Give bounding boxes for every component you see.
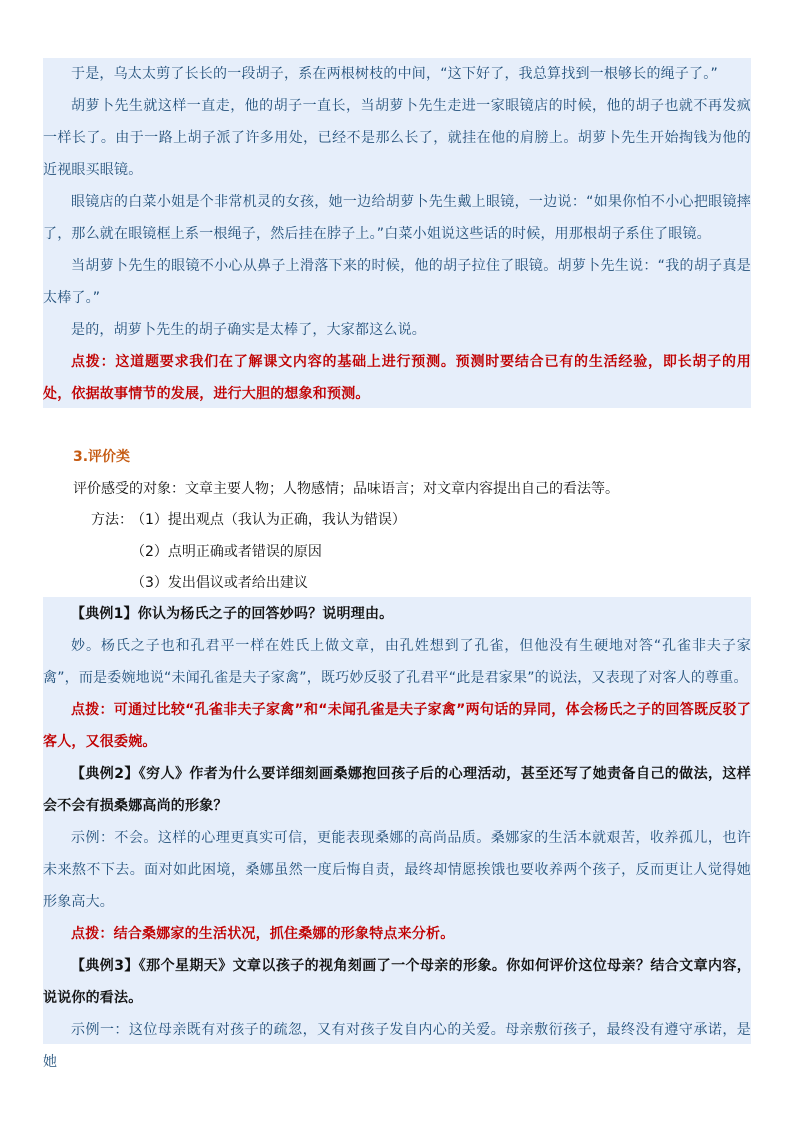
story-tip: 点拨：这道题要求我们在了解课文内容的基础上进行预测。预测时要结合已有的生活经验，即长胡子的用处，依据故事情节的发展，进行大胆的想象和预测。 xyxy=(43,354,751,402)
example-2-answer: 示例：不会。这样的心理更真实可信，更能表现桑娜的高尚品质。桑娜家的生活本就艰苦，收养孤儿，也许未来熬不下去。面对如此困境，桑娜虽然一度后悔自责，最终却情愿挨饿也要收养两个孩子，反而更让人觉得她形象高大。 xyxy=(43,830,751,910)
method-item-2: （2）点明正确或者错误的原因 xyxy=(131,544,322,560)
story-paragraph-5: 是的，胡萝卜先生的胡子确实是太棒了，大家都这么说。 xyxy=(71,322,426,338)
story-paragraph-4: 当胡萝卜先生的眼镜不小心从鼻子上滑落下来的时候，他的胡子拉住了眼镜。胡萝卜先生说：“我的胡子真是太棒了。” xyxy=(43,258,751,306)
example-1-tip: 点拨：可通过比较“孔雀非夫子家禽”和“未闻孔雀是夫子家禽”两句话的异同，体会杨氏之子的回答既反驳了客人，又很委婉。 xyxy=(43,702,751,750)
example-2-tip: 点拨：结合桑娜家的生活状况，抓住桑娜的形象特点来分析。 xyxy=(71,926,455,942)
example-3-question: 【典例3】《那个星期天》文章以孩子的视角刻画了一个母亲的形象。你如何评价这位母亲？结合文章内容，说说你的看法。 xyxy=(43,958,751,1006)
method-label: 方法： xyxy=(91,512,133,528)
example-1-answer: 妙。杨氏之子也和孔君平一样在姓氏上做文章，由孔姓想到了孔雀，但他没有生硬地对答“孔雀非夫子家禽”，而是委婉地说“未闻孔雀是夫子家禽”，既巧妙反驳了孔君平“此是君家果”的说法，又表现了对客人的尊重。 xyxy=(43,638,751,686)
story-paragraph-1: 于是，乌太太剪了长长的一段胡子，系在两根树枝的中间，“这下好了，我总算找到一根够长的绳子了。” xyxy=(71,66,718,82)
method-item-1: （1）提出观点（我认为正确，我认为错误） xyxy=(131,512,406,528)
story-paragraph-2: 胡萝卜先生就这样一直走，他的胡子一直长，当胡萝卜先生走进一家眼镜店的时候，他的胡子也就不再发疯一样长了。由于一路上胡子派了许多用处，已经不是那么长了，就挂在他的肩膀上。胡萝卜先生开始掏钱为他的近视眼买眼镜。 xyxy=(43,98,751,178)
method-item-3: （3）发出倡议或者给出建议 xyxy=(131,575,308,591)
example-1-question: 【典例1】你认为杨氏之子的回答妙吗？说明理由。 xyxy=(71,606,394,622)
section-heading: 3.评价类 xyxy=(73,449,131,465)
example-3-answer: 示例一：这位母亲既有对孩子的疏忽，又有对孩子发自内心的关爱。母亲敷衍孩子，最终没有遵守承诺，是她 xyxy=(43,1022,751,1070)
story-paragraph-3: 眼镜店的白菜小姐是个非常机灵的女孩，她一边给胡萝卜先生戴上眼镜，一边说：“如果你怕不小心把眼镜摔了，那么就在眼镜框上系一根绳子，然后挂在脖子上。”白菜小姐说这些话的时候，用那根胡子系住了眼镜。 xyxy=(43,194,751,242)
evaluation-objects: 评价感受的对象：文章主要人物；人物感情；品味语言；对文章内容提出自己的看法等。 xyxy=(73,481,619,497)
example-2-question: 【典例2】《穷人》作者为什么要详细刻画桑娜抱回孩子后的心理活动，甚至还写了她责备自己的做法，这样会不会有损桑娜高尚的形象？ xyxy=(43,766,751,814)
